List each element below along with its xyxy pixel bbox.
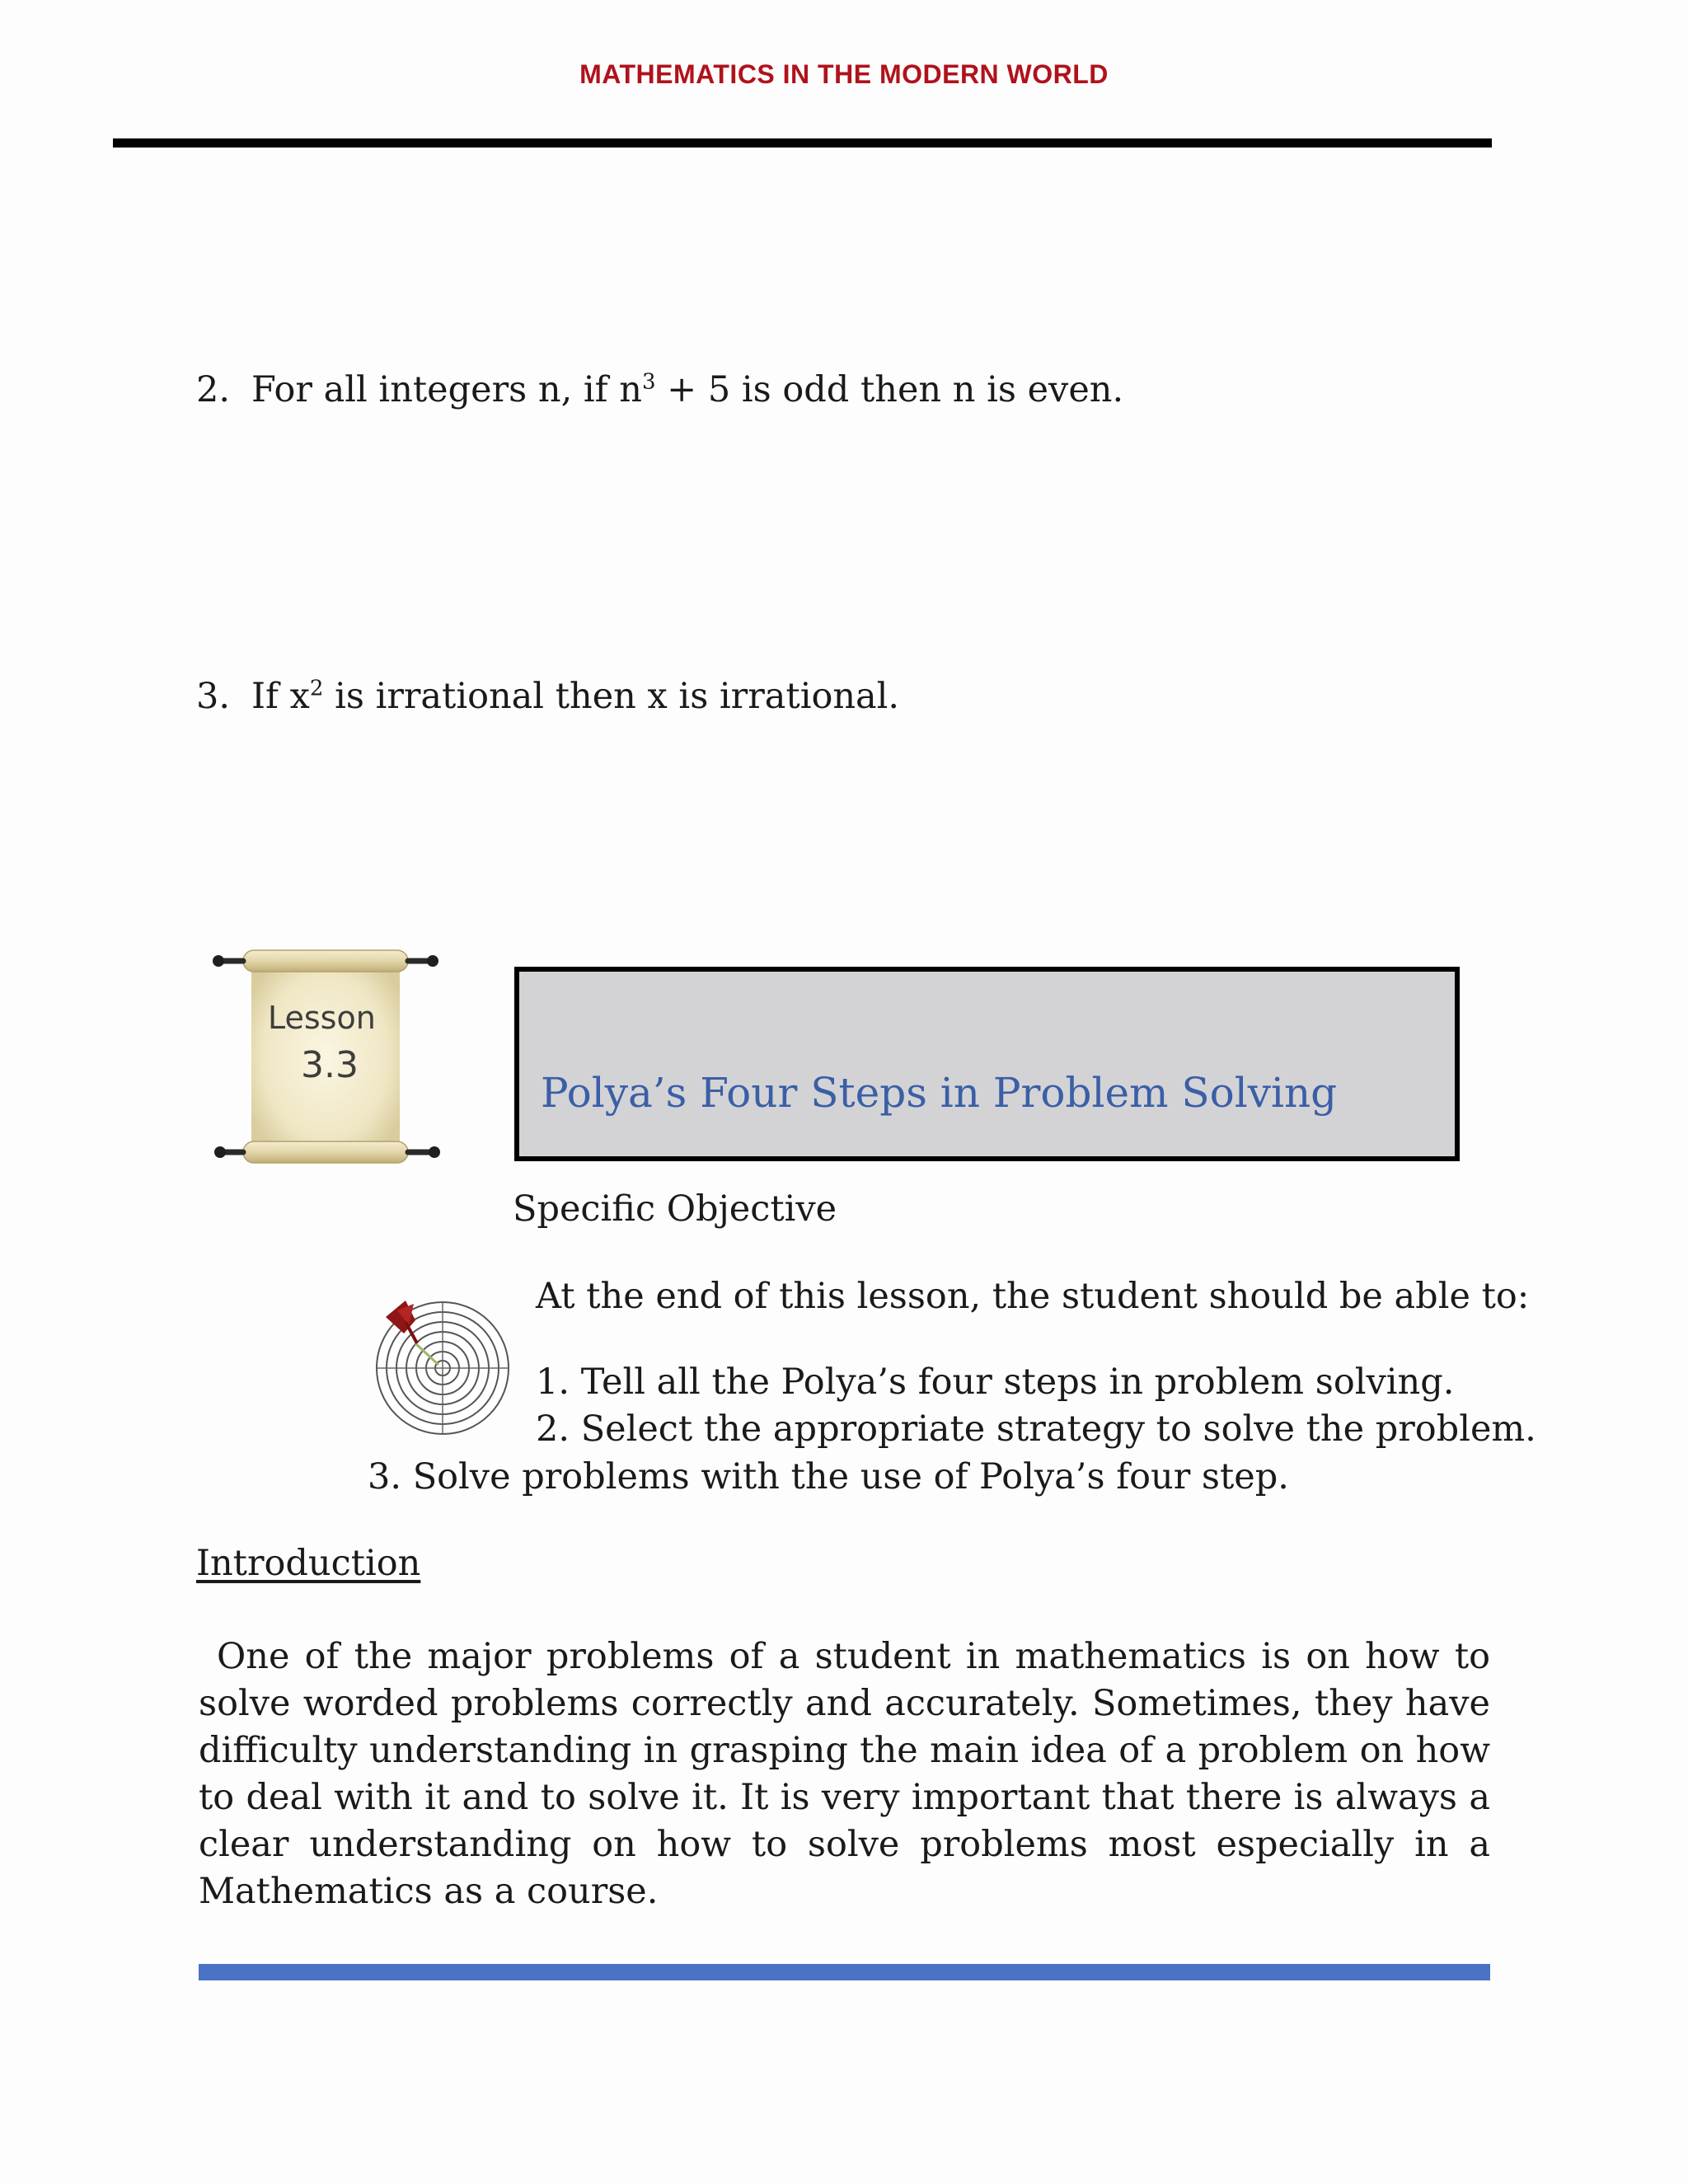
page-header-title: MATHEMATICS IN THE MODERN WORLD [579, 59, 1109, 89]
exercise-item-3 [196, 674, 899, 720]
objective-item-2: 2. Select the appropriate strategy to solve the problem. [536, 1408, 1536, 1450]
objective-item-3: 3. Solve problems with the use of Polya’s four step. [368, 1456, 1289, 1497]
introduction-paragraph [199, 1633, 1490, 1915]
exercise-item-2 [196, 368, 1123, 414]
objective-heading: Specific Objective [513, 1188, 837, 1230]
exercise-superscript: 2 [309, 676, 324, 701]
exercise-text-rest: is irrational then x is irrational. [323, 676, 900, 717]
exercise-number: 3. [196, 676, 231, 717]
introduction-text: One of the major problems of a student in mathematics is on how to solve worded problems correctly and accurately. Sometimes, they have difficulty understanding in grasping the main idea of a problem on how to deal with it and to solve it. It is very important that there is always a clear understanding on how to solve problems most especially in a Mathematics as a course. [199, 1636, 1490, 1912]
scroll-icon [210, 935, 441, 1174]
exercise-text-rest: + 5 is odd then n is even. [655, 369, 1124, 410]
footer-rule [199, 1964, 1490, 1980]
exercise-superscript: 3 [641, 369, 656, 395]
target-icon [368, 1286, 518, 1436]
exercise-text: For all integers n, if n [251, 369, 642, 410]
header-rule [113, 138, 1492, 148]
lesson-title: Polya’s Four Steps in Problem Solving [541, 1069, 1338, 1117]
objective-item-1: 1. Tell all the Polya’s four steps in problem solving. [536, 1361, 1455, 1403]
exercise-number: 2. [196, 369, 231, 410]
exercise-text: If x [251, 676, 310, 717]
objective-intro: At the end of this lesson, the student should be able to: [536, 1276, 1530, 1317]
introduction-heading: Introduction [196, 1543, 421, 1584]
lesson-title-box [514, 967, 1460, 1161]
lesson-badge-word: Lesson [268, 1000, 376, 1036]
lesson-badge-number: 3.3 [301, 1044, 359, 1086]
